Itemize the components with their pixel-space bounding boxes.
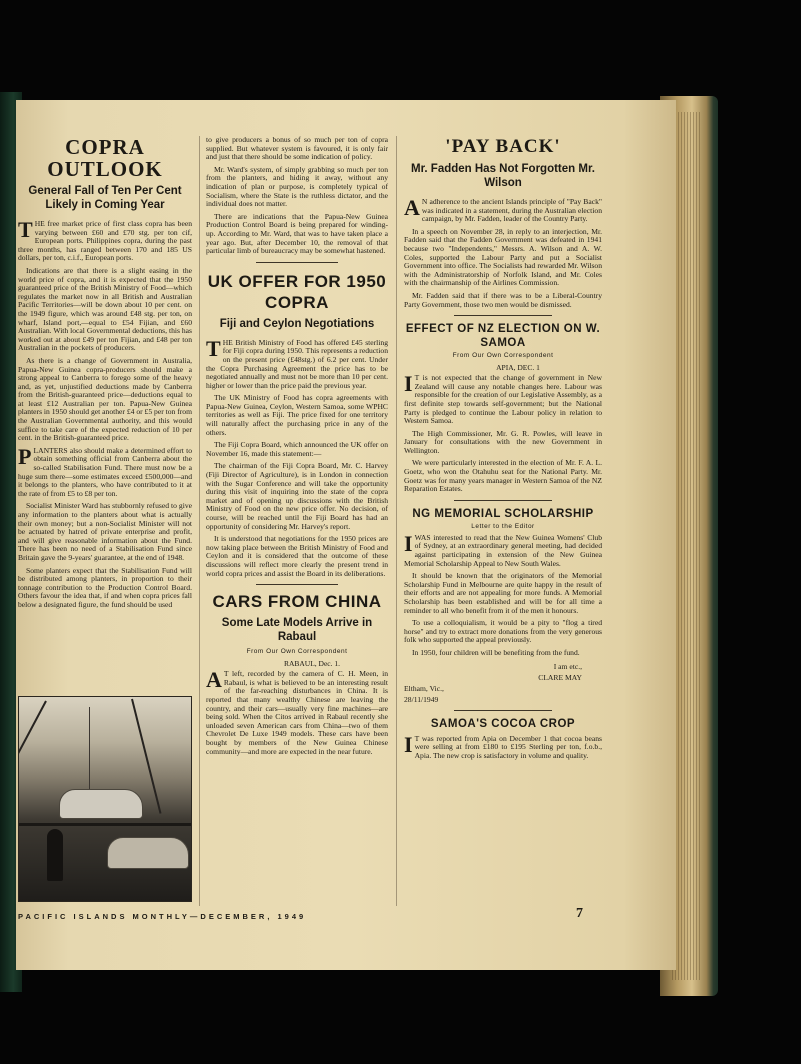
payback-paragraph: Mr. Fadden said that if there was to be a Liberal-Country Party Government, those two men would be dismissed. [404, 290, 602, 309]
nz-election-paragraph: We were particularly interested in the election of Mr. F. A. L. Goetz, who won the Otahuhu seat for the National Party. Mr. Goetz was for many years manager in Western Samoa of the NZ Reparation Estates. [404, 458, 602, 494]
cars-paragraph: AT left, recorded by the camera of C. H. Meen, in Rabaul, is what is believed to be an interesting result of the far-reaching disturbances in China. It is reported that many wealthy Chinese are leaving the country, and their cars—usually very fine machines—are being sold. When the Citos arrived in Rabaul recently she unloaded seven American cars from China—two of them Chevrolet De Luxe 1949 models. These cars have been bought by members of the New Guinea Chinese community—and more are expected in the near future. [206, 667, 388, 756]
ng-memorial-paragraph: It should be known that the originators of the Memorial Scholarship Fund in Melbourne are quite happy in the result of their efforts and are not appealing for more funds. A Memorial Scholarship has been established and will be for all time a reminder to all who benefit from it of the men it honours. [404, 571, 602, 615]
running-footer: PACIFIC ISLANDS MONTHLY—DECEMBER, 1949 [18, 912, 307, 921]
copra-paragraph: PLANTERS also should make a determined effort to obtain something official from Canberra about the so-called Stabilisation Fund. There must now be a huge sum there—some estimates exceed £500,000—and it belongs to the planters, who have contributed to it at the rate of from £5 to £8 per ton. [18, 443, 192, 498]
letter-place: Eltham, Vic., [404, 683, 444, 693]
copra-paragraph: As there is a change of Government in Australia, Papua-New Guinea copra-producers should make a strong appeal to Canberra to forego some of the heavy and, as yet, unjustified deductions made by Canberra from the British-guaranteed price—deductions equal to at least £12 Australian per ton. Papua-New Guinea planters in 1950 should get another £4 or £5 per ton from the Australian Governmental authority, and this would suffice to take care of the expected reduction of 10 per cent. in the British-guaranteed price. [18, 355, 192, 443]
nz-election-byline: From Our Own Correspondent [452, 352, 554, 360]
uk-offer-title: UK OFFER FOR 1950 COPRA [207, 271, 387, 312]
page-number: 7 [576, 906, 583, 921]
copra-paragraph: Indications are that there is a slight easing in the world price of copra, and it is expected that the 1950 guaranteed price of the British Ministry of Food—which regulates the market now in all British and Australian Pacific Territories—will be down about 10 per cent. on the 1949 figure, which was around £48 stg. per ton, on wharf, Island port,—equal to £54 Fijian, and £60 Australian. With local Governmental deductions, this has worked out at about £49 per ton Fijian, and £48 per ton Australian in the pockets of producers. [18, 265, 192, 353]
nz-election-paragraph: IT is not expected that the change of government in New Zealand will cause any notable changes here. Labour was responsible for the creation of our Legislative Assembly, as a first definite step towards self-government; but the National Party is pledged to continue the Labour policy in relation to Western Samoa. [404, 371, 602, 426]
cars-byline: From Our Own Correspondent [246, 648, 348, 656]
column-divider [199, 136, 200, 906]
nz-election-paragraph: The High Commissioner, Mr. G. R. Powles, will leave in January for consultations with the new Government in Wellington. [404, 428, 602, 455]
magazine-page [16, 100, 676, 970]
section-divider [454, 710, 552, 711]
payback-title: 'PAY BACK' [445, 136, 561, 157]
copra-title: COPRA OUTLOOK [47, 135, 163, 181]
uk-offer-paragraph: It is understood that negotiations for the 1950 prices are now taking place between the British Ministry of Food and Ceylon and it is considered that the outcome of these discussions will reflect more clearly the present trend in world copra prices and assist the Board in its deliberations. [206, 534, 388, 578]
ng-memorial-paragraph: To use a colloquialism, it would be a pity to "flog a tired horse" and try to extract more donations from the very generous folk who supported the appeal previously. [404, 618, 602, 645]
column-1 [18, 136, 192, 614]
copra-paragraph: THE free market price of first class copra has been varying between £60 and £70 stg. per ton cif, European ports. Philippines copra, during the past three months, has ranged between 170 and 185 US dollars, per ton, c.i.f., European ports. [18, 217, 192, 263]
column-divider [396, 136, 397, 906]
copra-paragraph: Mr. Ward's system, of simply grabbing so much per ton from the planters, and hiding it away, without any indication of plan or purpose, is completely typical of Socialism, where the State is the ruthless dictator, and the individual does not matter. [206, 164, 388, 209]
column-3 [404, 136, 602, 764]
uk-offer-paragraph: The Fiji Copra Board, which announced the UK offer on November 16, made this statement:— [206, 440, 388, 458]
nz-election-title: EFFECT OF NZ ELECTION ON W. SAMOA [405, 323, 601, 350]
section-divider [256, 262, 338, 263]
cars-subtitle: Some Late Models Arrive in Rabaul [221, 617, 373, 644]
cocoa-paragraph: IT was reported from Apia on December 1 that cocoa beans were selling at from £180 to £195 Sterling per ton, f.o.b., Apia. The new crop is satisfactory in volume and quality. [404, 731, 602, 760]
ng-memorial-title: NG MEMORIAL SCHOLARSHIP [412, 507, 594, 520]
ng-memorial-byline: Letter to the Editor [471, 522, 535, 530]
letter-date: 28/11/1949 [404, 694, 439, 704]
uk-offer-paragraph: THE British Ministry of Food has offered £45 sterling for Fiji copra during 1950. This represents a reduction on the present price (£48stg.) of 6.2 per cent. Under the Copra Purchasing Agreement the price has to be negotiated annually and must not be more than 10 per cent. higher or lower than the price paid the previous year. [206, 335, 388, 390]
copra-paragraph: Socialist Minister Ward has stubbornly refused to give any information to the planters about what is actually their own money; but a non-Socialist Minister will not be actuated by hatred of private enterprise and profit, and will give reasonable information about the Fund. There has been no need of a Stabilisation Fund since Britain gave the 9-years' guarantee, at the end of 1948. [18, 501, 192, 562]
page-edges [672, 112, 702, 980]
copra-paragraph: to give producers a bonus of so much per ton of copra supplied. But whatever system is favoured, it is only fair and just that there should be some indication of policy. [206, 135, 388, 162]
letter-signature: CLARE MAY [538, 672, 582, 682]
payback-paragraph: AN adherence to the ancient Islands principle of "Pay Back" was indicated in a statement, during the Australian election campaign, by Mr. Fadden, leader of the Country Party. [404, 195, 602, 224]
nz-election-dateline: APIA, DEC. 1 [496, 363, 540, 373]
cars-unloading-photo [18, 696, 192, 902]
copra-paragraph: There are indications that the Papua-New Guinea Production Control Board is being prepared for winding-up. According to Mr. Ward, that was to have taken place a year ago. But, after December 10, the removal of that particular limb of bureaucracy may be somewhat hastened. [206, 211, 388, 256]
ng-memorial-paragraph: In 1950, four children will be benefiting from the fund. [412, 647, 580, 657]
uk-offer-subtitle: Fiji and Ceylon Negotiations [219, 317, 375, 330]
cars-title: CARS FROM CHINA [212, 592, 382, 612]
ng-memorial-paragraph: IWAS interested to read that the New Guinea Womens' Club of Sydney, at an extraordinary general meeting, had decided against participating in extension of the New Guinea Memorial Scholarship Appeal to New South Wales. [404, 530, 602, 568]
section-divider [256, 584, 338, 585]
copra-subtitle: General Fall of Ten Per Cent Likely in Coming Year [28, 185, 182, 211]
section-divider [454, 315, 552, 316]
cocoa-title: SAMOA'S COCOA CROP [430, 717, 576, 730]
section-divider [454, 500, 552, 501]
payback-paragraph: In a speech on November 28, in reply to an interjection, Mr. Fadden said that the Fadden Government was defeated in 1941 because two "Independents," Messrs. A. Wilson and A. W. Coles, supported the Labour Party and put a Socialist Government into office. The Socialists had rewarded Mr. Wilson with the Administratorship of Norfolk Island, and Mr. Coles with the chairmanship of the Airlines Commission. [404, 226, 602, 288]
payback-subtitle: Mr. Fadden Has Not Forgotten Mr. Wilson [410, 163, 595, 189]
uk-offer-paragraph: The UK Ministry of Food has copra agreements with Papua-New Guinea, Ceylon, Western Samoa, some WPHC territories as well as Fiji. The price fixed for one territory will naturally affect the purchasing price in any of the others. [206, 393, 388, 437]
uk-offer-paragraph: The chairman of the Fiji Copra Board, Mr. C. Harvey (Fiji Director of Agriculture), is in London in connection with the Sugar Conference and will take the opportunity during this visit of inquiring into the state of the copra market and of opening up discussions with the British Ministry of Food on the new price offer. No decision, of course, will be reached until the Fiji Board has had an opportunity of considering Mr. Harvey's report. [206, 461, 388, 531]
copra-paragraph: Some planters expect that the Stabilisation Fund will be distributed among planters, in proportion to their tonnage contribution to the Production Control Board. Others favour the idea that, if and when copra prices fall below a designated figure, the fund should be used [18, 565, 192, 609]
column-2 [206, 136, 388, 760]
cars-dateline: RABAUL, Dec. 1. [283, 659, 341, 669]
letter-closing: I am etc., [553, 661, 582, 671]
